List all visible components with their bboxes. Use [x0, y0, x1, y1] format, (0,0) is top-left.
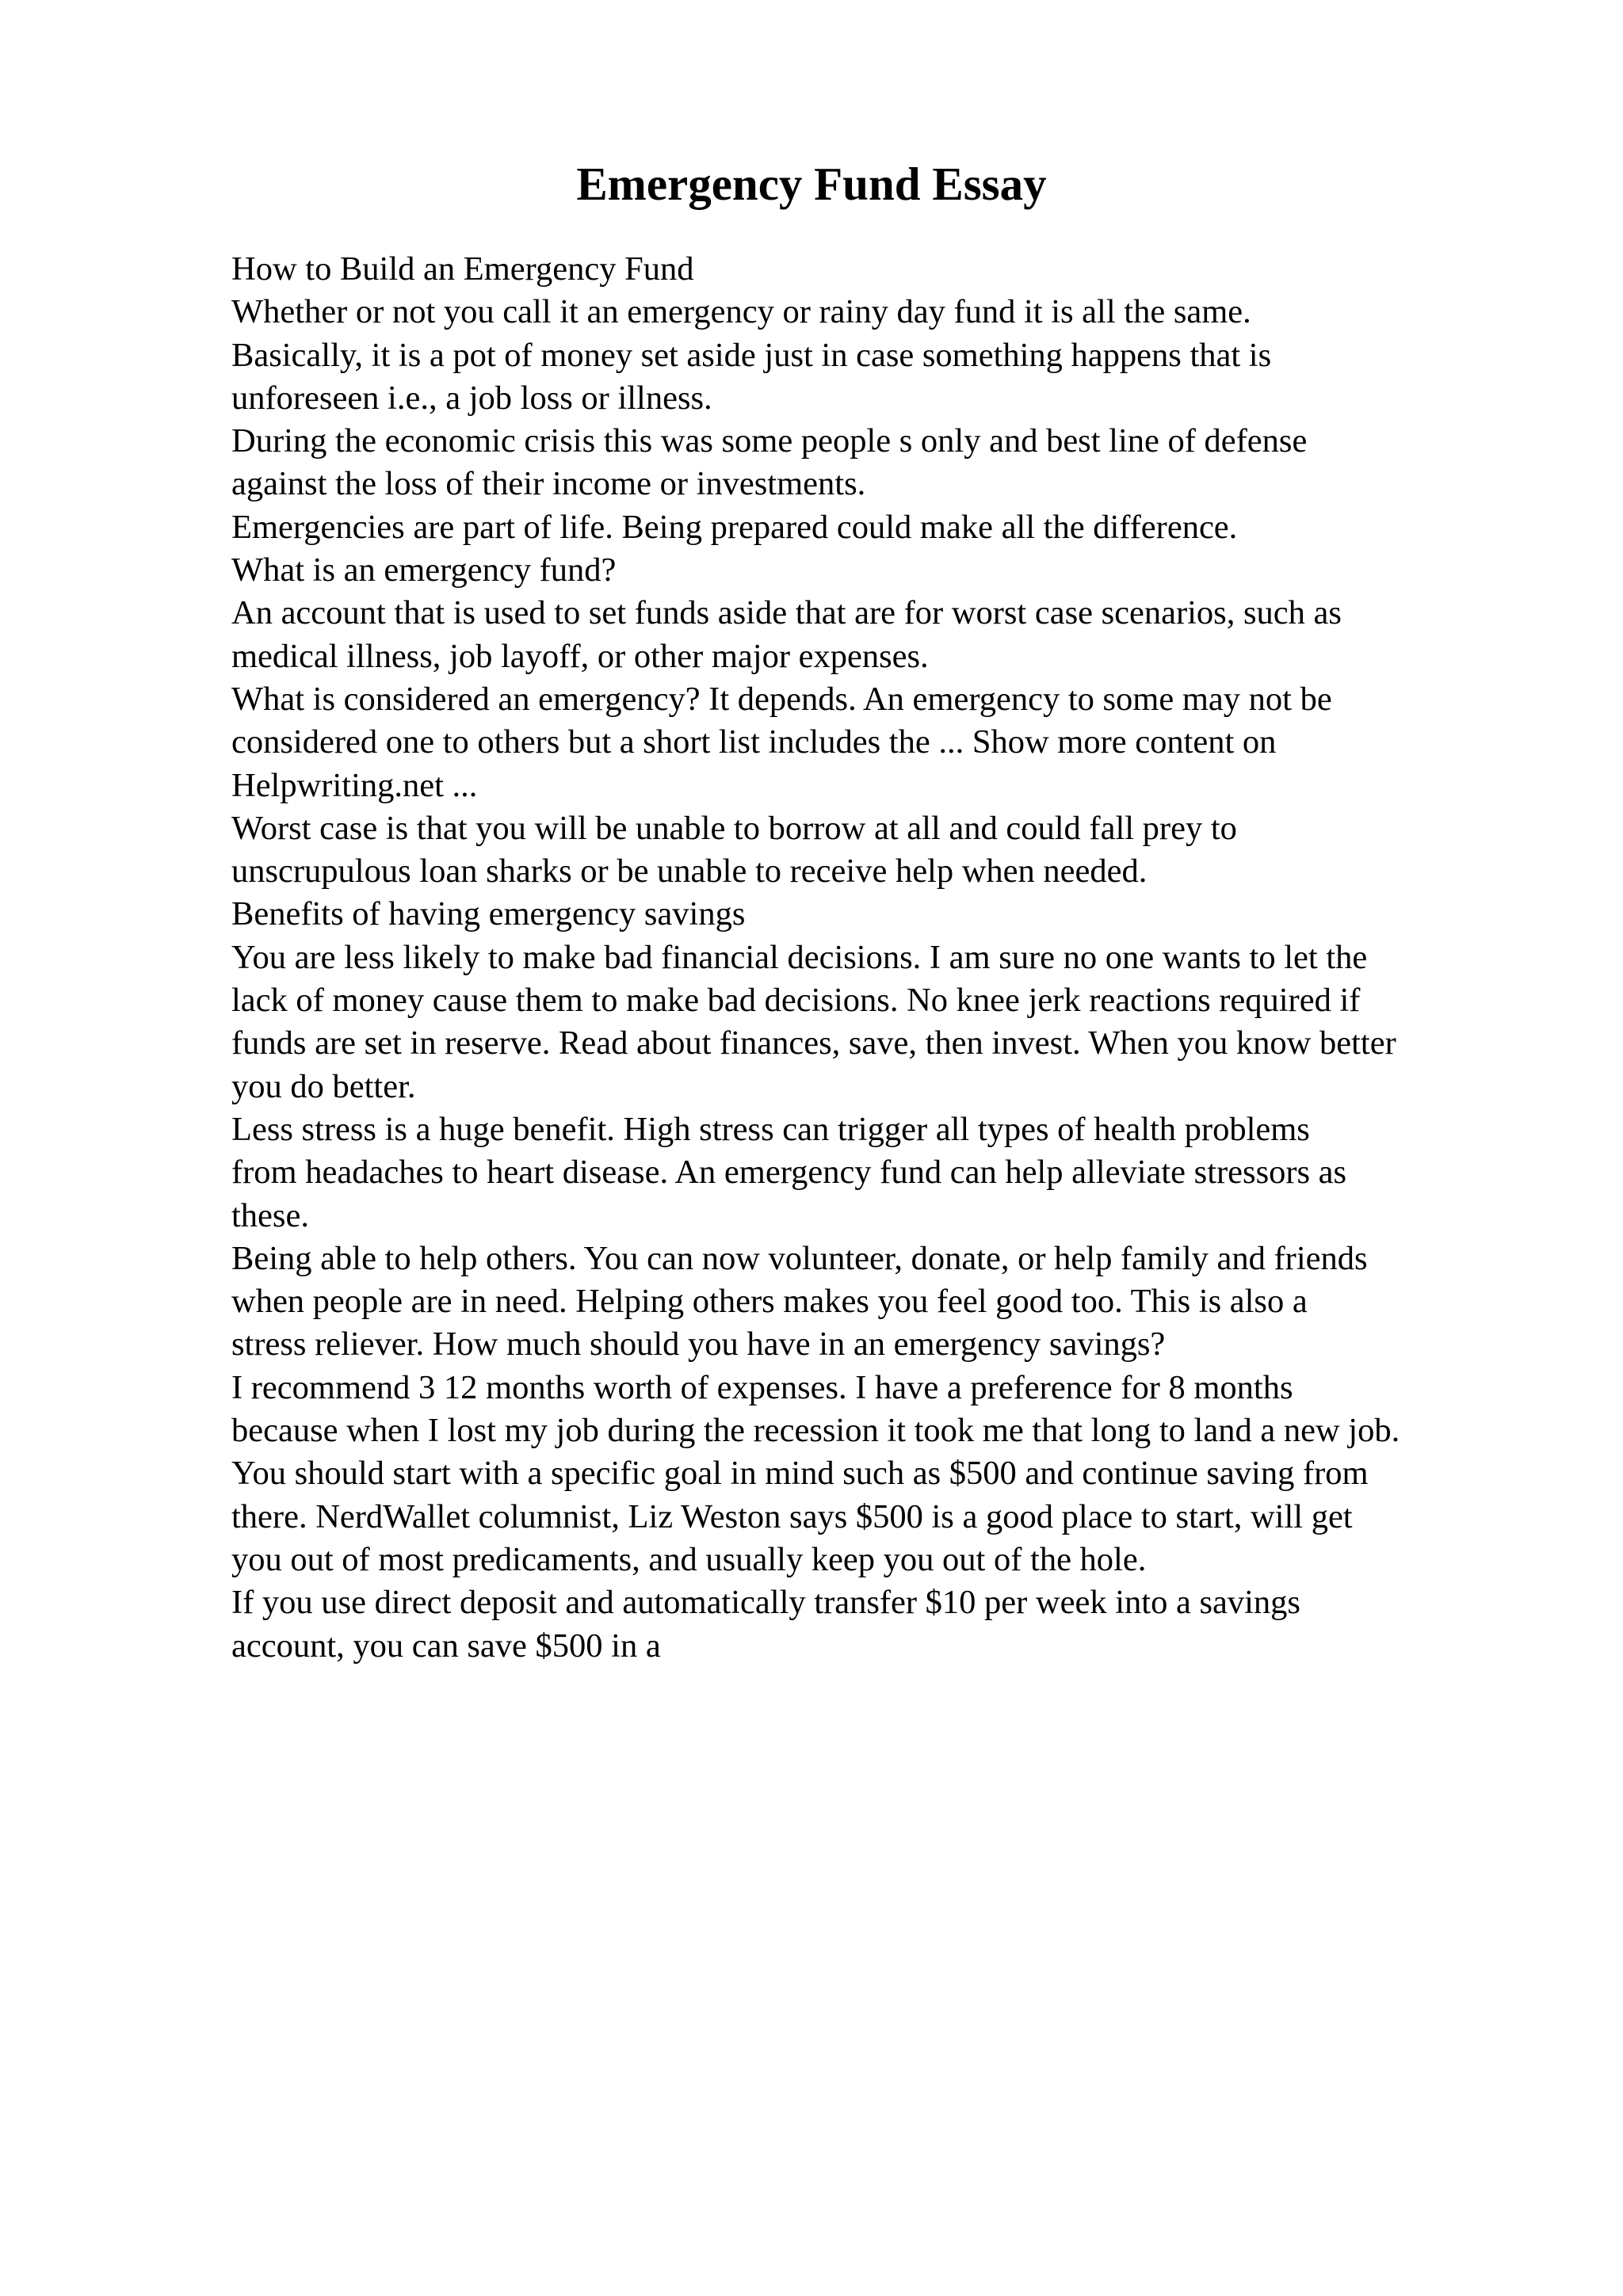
text-line: stress reliever. How much should you have in an emergency savings? — [231, 1325, 1166, 1363]
text-line: these. — [231, 1196, 309, 1234]
text-line: unscrupulous loan sharks or be unable to receive help when needed. — [231, 852, 1148, 891]
text-line: Whether or not you call it an emergency or rainy day fund it is all the same. — [231, 293, 1251, 331]
text-line: lack of money cause them to make bad decisions. No knee jerk reactions required if — [231, 982, 1361, 1020]
text-line: Being able to help others. You can now volunteer, donate, or help family and friends — [231, 1239, 1368, 1277]
text-line: During the economic crisis this was some people s only and best line of defense — [231, 422, 1308, 460]
document-title: Emergency Fund Essay — [576, 158, 1047, 210]
document-body — [231, 248, 1531, 1668]
text-line: An account that is used to set funds aside that are for worst case scenarios, such as — [231, 594, 1342, 632]
text-line: you out of most predicaments, and usually keep you out of the hole. — [231, 1540, 1147, 1578]
text-line: How to Build an Emergency Fund — [231, 250, 694, 288]
text-line: Basically, it is a pot of money set aside just in case something happens that is — [231, 336, 1272, 374]
text-line: when people are in need. Helping others makes you feel good too. This is also a — [231, 1283, 1308, 1321]
text-line: I recommend 3 12 months worth of expenses. I have a preference for 8 months — [231, 1368, 1293, 1406]
text-line: funds are set in reserve. Read about finances, save, then invest. When you know better — [231, 1024, 1396, 1062]
text-line: You are less likely to make bad financial decisions. I am sure no one wants to let the — [231, 938, 1368, 976]
text-line: because when I lost my job during the recession it took me that long to land a new job. — [231, 1412, 1400, 1450]
text-line: Less stress is a huge benefit. High stress can trigger all types of health problems — [231, 1110, 1310, 1148]
text-line: medical illness, job layoff, or other major expenses. — [231, 637, 929, 675]
text-line: What is an emergency fund? — [231, 551, 617, 589]
text-line: account, you can save $500 in a — [231, 1627, 661, 1665]
text-line: Helpwriting.net ... — [231, 766, 478, 804]
text-line: You should start with a specific goal in mind such as $500 and continue saving from — [231, 1455, 1369, 1493]
text-line: Benefits of having emergency savings — [231, 895, 746, 933]
text-line: considered one to others but a short list includes the ... Show more content on — [231, 723, 1277, 761]
text-line: Emergencies are part of life. Being prepared could make all the difference. — [231, 508, 1238, 546]
text-line: there. NerdWallet columnist, Liz Weston says $500 is a good place to start, will get — [231, 1497, 1353, 1535]
text-line: against the loss of their income or investments. — [231, 465, 866, 503]
text-line: What is considered an emergency? It depends. An emergency to some may not be — [231, 680, 1332, 718]
text-line: Worst case is that you will be unable to borrow at all and could fall prey to — [231, 809, 1237, 847]
text-line: unforeseen i.e., a job loss or illness. — [231, 379, 712, 417]
text-line: you do better. — [231, 1067, 416, 1105]
text-line: If you use direct deposit and automatically transfer $10 per week into a savings — [231, 1584, 1300, 1622]
text-line: from headaches to heart disease. An emergency fund can help alleviate stressors as — [231, 1154, 1347, 1192]
